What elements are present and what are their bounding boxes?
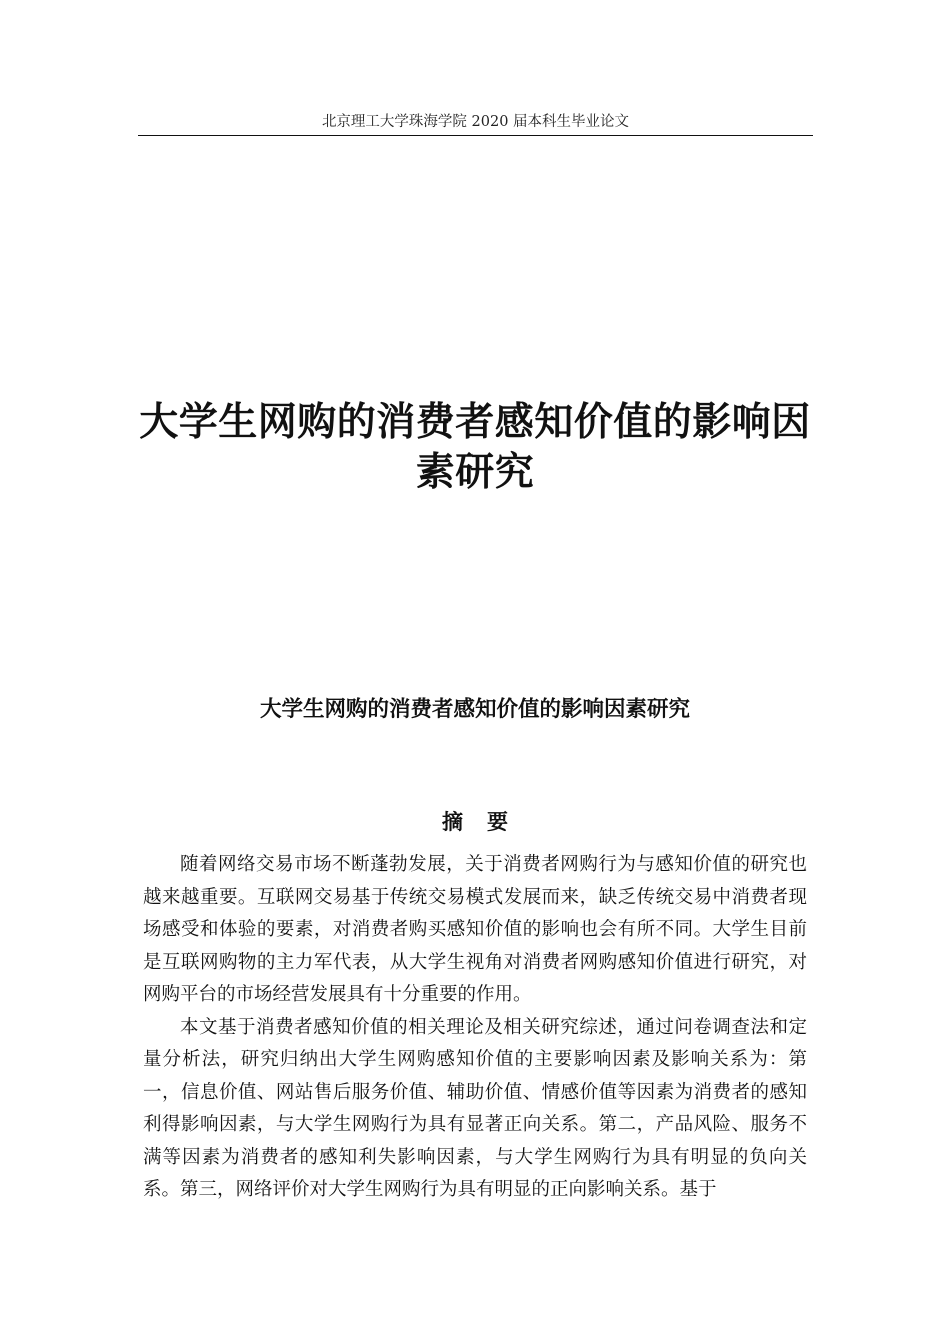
page-header: 北京理工大学珠海学院 2020 届本科生毕业论文 (321, 114, 630, 130)
abstract-title: 大学生网购的消费者感知价值的影响因素研究 (259, 697, 690, 722)
header-divider (138, 135, 813, 136)
thesis-title: 大学生网购的消费者感知价值的影响因素研究 (139, 400, 811, 495)
abstract-heading: 摘要 (442, 810, 532, 834)
abstract-body (143, 849, 807, 1207)
abstract-paragraph-2: 本文基于消费者感知价值的相关理论及相关研究综述，通过问卷调查法和定量分析法，研究归纳出大学生网购感知价值的主要影响因素及影响关系为：第一，信息价值、网站售后服务价值、辅助价值、情感价值等因素为消费者的感知利得影响因素，与大学生网购行为具有显著正向关系。第二，产品风险、服务不满等因素为消费者的感知利失影响因素，与大学生网购行为具有明显的负向关系。第三，网络评价对大学生网购行为具有明显的正向影响关系。基于 (143, 1016, 807, 1200)
abstract-paragraph-1: 随着网络交易市场不断蓬勃发展，关于消费者网购行为与感知价值的研究也越来越重要。互联网交易基于传统交易模式发展而来，缺乏传统交易中消费者现场感受和体验的要素，对消费者购买感知价值的影响也会有所不同。大学生目前是互联网购物的主力军代表，从大学生视角对消费者网购感知价值进行研究，对网购平台的市场经营发展具有十分重要的作用。 (143, 854, 807, 1005)
